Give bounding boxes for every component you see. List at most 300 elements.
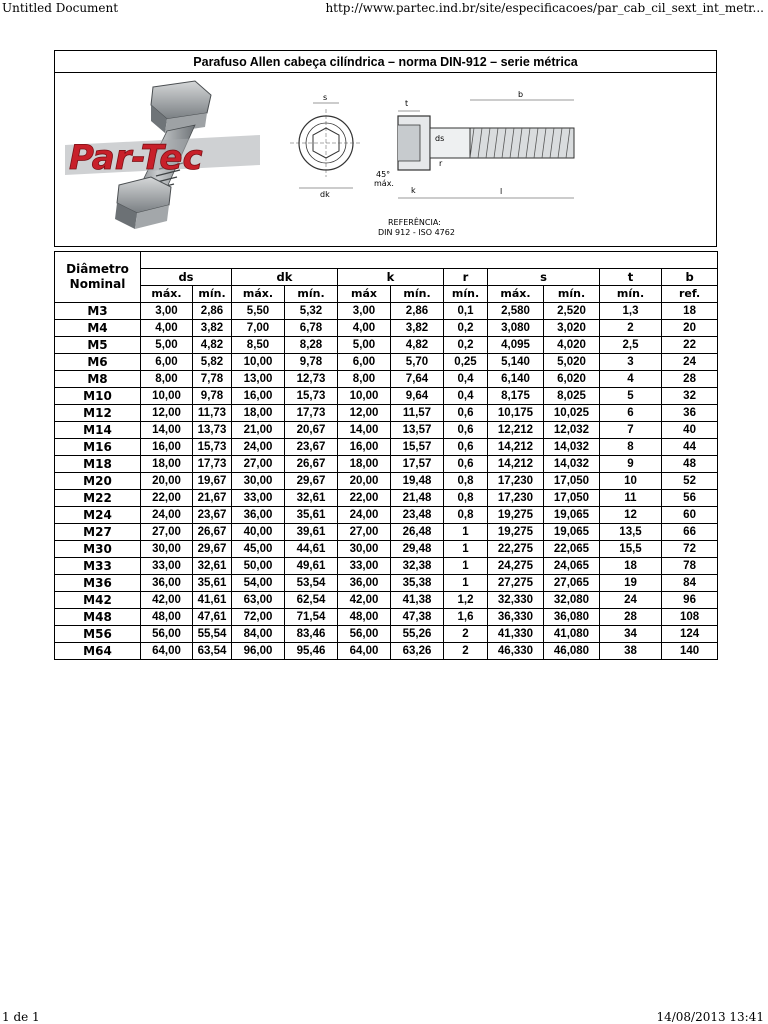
table-row	[55, 439, 718, 456]
reference-label: REFERÊNCIA:	[388, 218, 441, 227]
value-cell: 11,57	[391, 405, 444, 422]
value-cell: 20,00	[141, 473, 193, 490]
value-cell: 3,82	[391, 320, 444, 337]
value-cell: 11,73	[193, 405, 232, 422]
nominal-diameter-cell: M42	[55, 592, 141, 609]
value-cell: 47,61	[193, 609, 232, 626]
value-cell: 62,54	[285, 592, 338, 609]
label-k: k	[411, 186, 416, 195]
subheader-cell: ref.	[662, 286, 718, 303]
value-cell: 40,00	[232, 524, 285, 541]
page-url: http://www.partec.ind.br/site/especificacoes/par_cab_cil_sext_int_metr...	[325, 1, 764, 15]
value-cell: 63,00	[232, 592, 285, 609]
table-row	[55, 405, 718, 422]
value-cell: 18,00	[338, 456, 391, 473]
value-cell: 8,28	[285, 337, 338, 354]
sheet-title: Parafuso Allen cabeça cilíndrica – norma DIN-912 – serie métrica	[54, 50, 717, 73]
value-cell: 36,330	[488, 609, 544, 626]
value-cell: 84	[662, 575, 718, 592]
value-cell: 6,140	[488, 371, 544, 388]
value-cell: 1,3	[600, 303, 662, 320]
value-cell: 1	[444, 558, 488, 575]
value-cell: 5,50	[232, 303, 285, 320]
value-cell: 72	[662, 541, 718, 558]
value-cell: 13,00	[232, 371, 285, 388]
nominal-diameter-cell: M30	[55, 541, 141, 558]
value-cell: 35,61	[193, 575, 232, 592]
nominal-diameter-cell: M18	[55, 456, 141, 473]
group-header-dk: dk	[232, 269, 338, 286]
value-cell: 14,212	[488, 439, 544, 456]
value-cell: 35,61	[285, 507, 338, 524]
value-cell: 0,8	[444, 507, 488, 524]
value-cell: 36,00	[141, 575, 193, 592]
value-cell: 2,86	[193, 303, 232, 320]
nominal-diameter-cell: M20	[55, 473, 141, 490]
value-cell: 50,00	[232, 558, 285, 575]
table-row	[55, 524, 718, 541]
table-row	[55, 541, 718, 558]
value-cell: 54,00	[232, 575, 285, 592]
table-row	[55, 303, 718, 320]
value-cell: 17,050	[544, 490, 600, 507]
value-cell: 19,48	[391, 473, 444, 490]
spec-sheet	[54, 50, 717, 660]
value-cell: 55,26	[391, 626, 444, 643]
table-row	[55, 490, 718, 507]
value-cell: 9,78	[193, 388, 232, 405]
table-row	[55, 354, 718, 371]
value-cell: 23,48	[391, 507, 444, 524]
product-photo	[55, 73, 268, 246]
value-cell: 15,73	[285, 388, 338, 405]
table-row	[55, 507, 718, 524]
value-cell: 55,54	[193, 626, 232, 643]
value-cell: 96	[662, 592, 718, 609]
value-cell: 36,00	[338, 575, 391, 592]
value-cell: 33,00	[232, 490, 285, 507]
value-cell: 42,00	[141, 592, 193, 609]
value-cell: 8,175	[488, 388, 544, 405]
value-cell: 29,48	[391, 541, 444, 558]
value-cell: 19,275	[488, 507, 544, 524]
value-cell: 5,00	[338, 337, 391, 354]
value-cell: 15,73	[193, 439, 232, 456]
value-cell: 17,73	[285, 405, 338, 422]
value-cell: 32,330	[488, 592, 544, 609]
value-cell: 33,00	[141, 558, 193, 575]
value-cell: 36,00	[232, 507, 285, 524]
value-cell: 3	[600, 354, 662, 371]
subheader-cell: mín.	[600, 286, 662, 303]
value-cell: 18,00	[141, 456, 193, 473]
nominal-diameter-cell: M27	[55, 524, 141, 541]
value-cell: 27,00	[232, 456, 285, 473]
group-header-k: k	[338, 269, 444, 286]
value-cell: 52	[662, 473, 718, 490]
value-cell: 20,00	[338, 473, 391, 490]
value-cell: 28	[600, 609, 662, 626]
value-cell: 13,73	[193, 422, 232, 439]
value-cell: 40	[662, 422, 718, 439]
value-cell: 19,065	[544, 507, 600, 524]
value-cell: 27,00	[338, 524, 391, 541]
subheader-cell: máx.	[488, 286, 544, 303]
subheader-cell: mín.	[444, 286, 488, 303]
nominal-diameter-cell: M33	[55, 558, 141, 575]
value-cell: 17,57	[391, 456, 444, 473]
subheader-cell: máx.	[141, 286, 193, 303]
value-cell: 1,2	[444, 592, 488, 609]
value-cell: 0,2	[444, 320, 488, 337]
subheader-cell: mín.	[391, 286, 444, 303]
value-cell: 3,82	[193, 320, 232, 337]
value-cell: 41,38	[391, 592, 444, 609]
value-cell: 8,00	[141, 371, 193, 388]
table-row	[55, 371, 718, 388]
value-cell: 108	[662, 609, 718, 626]
value-cell: 0,4	[444, 388, 488, 405]
nominal-diameter-cell: M4	[55, 320, 141, 337]
value-cell: 12,73	[285, 371, 338, 388]
value-cell: 20,67	[285, 422, 338, 439]
nominal-diameter-cell: M56	[55, 626, 141, 643]
value-cell: 2	[444, 626, 488, 643]
nominal-diameter-cell: M5	[55, 337, 141, 354]
value-cell: 95,46	[285, 643, 338, 660]
value-cell: 16,00	[338, 439, 391, 456]
value-cell: 3,00	[141, 303, 193, 320]
value-cell: 17,230	[488, 490, 544, 507]
label-s: s	[323, 93, 328, 102]
table-row	[55, 320, 718, 337]
value-cell: 9,64	[391, 388, 444, 405]
value-cell: 5,82	[193, 354, 232, 371]
value-cell: 9,78	[285, 354, 338, 371]
value-cell: 5,70	[391, 354, 444, 371]
value-cell: 41,61	[193, 592, 232, 609]
value-cell: 78	[662, 558, 718, 575]
value-cell: 23,67	[285, 439, 338, 456]
nominal-diameter-cell: M24	[55, 507, 141, 524]
value-cell: 16,00	[232, 388, 285, 405]
nominal-diameter-cell: M10	[55, 388, 141, 405]
subheader-cell: mín.	[285, 286, 338, 303]
value-cell: 1	[444, 541, 488, 558]
value-cell: 1,6	[444, 609, 488, 626]
value-cell: 66	[662, 524, 718, 541]
value-cell: 18,00	[232, 405, 285, 422]
table-row	[55, 609, 718, 626]
table-row	[55, 422, 718, 439]
value-cell: 4,020	[544, 337, 600, 354]
value-cell: 0,8	[444, 473, 488, 490]
value-cell: 47,38	[391, 609, 444, 626]
value-cell: 13,5	[600, 524, 662, 541]
group-header-r: r	[444, 269, 488, 286]
value-cell: 26,67	[193, 524, 232, 541]
value-cell: 30,00	[232, 473, 285, 490]
value-cell: 0,6	[444, 439, 488, 456]
value-cell: 38	[600, 643, 662, 660]
value-cell: 12,032	[544, 422, 600, 439]
print-timestamp: 14/08/2013 13:41	[656, 1010, 764, 1024]
value-cell: 4	[600, 371, 662, 388]
value-cell: 39,61	[285, 524, 338, 541]
value-cell: 41,080	[544, 626, 600, 643]
value-cell: 22	[662, 337, 718, 354]
value-cell: 19,275	[488, 524, 544, 541]
value-cell: 0,25	[444, 354, 488, 371]
value-cell: 24,275	[488, 558, 544, 575]
value-cell: 49,61	[285, 558, 338, 575]
value-cell: 5,32	[285, 303, 338, 320]
value-cell: 24	[600, 592, 662, 609]
value-cell: 4,82	[193, 337, 232, 354]
group-header-b: b	[662, 269, 718, 286]
value-cell: 10	[600, 473, 662, 490]
value-cell: 12,00	[141, 405, 193, 422]
value-cell: 63,54	[193, 643, 232, 660]
value-cell: 24,00	[141, 507, 193, 524]
value-cell: 10,00	[232, 354, 285, 371]
value-cell: 24,00	[338, 507, 391, 524]
value-cell: 13,57	[391, 422, 444, 439]
value-cell: 24,00	[232, 439, 285, 456]
value-cell: 48,00	[141, 609, 193, 626]
value-cell: 30,00	[141, 541, 193, 558]
group-header-ds: ds	[141, 269, 232, 286]
value-cell: 4,095	[488, 337, 544, 354]
subheader-cell: máx.	[232, 286, 285, 303]
value-cell: 18	[600, 558, 662, 575]
value-cell: 1	[444, 575, 488, 592]
value-cell: 10,025	[544, 405, 600, 422]
value-cell: 9	[600, 456, 662, 473]
value-cell: 35,38	[391, 575, 444, 592]
nominal-diameter-cell: M48	[55, 609, 141, 626]
label-dk: dk	[320, 190, 330, 199]
value-cell: 44,61	[285, 541, 338, 558]
value-cell: 19,67	[193, 473, 232, 490]
value-cell: 7	[600, 422, 662, 439]
value-cell: 0,8	[444, 490, 488, 507]
value-cell: 56,00	[338, 626, 391, 643]
value-cell: 41,330	[488, 626, 544, 643]
subheader-cell: máx	[338, 286, 391, 303]
value-cell: 24,065	[544, 558, 600, 575]
label-ds: ds	[435, 134, 445, 143]
value-cell: 48,00	[338, 609, 391, 626]
diameter-header-line1: Diâmetro	[66, 262, 129, 276]
subheader-cell: mín.	[193, 286, 232, 303]
value-cell: 19	[600, 575, 662, 592]
value-cell: 16,00	[141, 439, 193, 456]
value-cell: 0,2	[444, 337, 488, 354]
label-b: b	[518, 90, 524, 99]
value-cell: 5,020	[544, 354, 600, 371]
value-cell: 21,48	[391, 490, 444, 507]
value-cell: 10,00	[338, 388, 391, 405]
value-cell: 4,00	[141, 320, 193, 337]
value-cell: 14,032	[544, 439, 600, 456]
value-cell: 22,00	[338, 490, 391, 507]
value-cell: 36	[662, 405, 718, 422]
value-cell: 33,00	[338, 558, 391, 575]
value-cell: 1	[444, 524, 488, 541]
value-cell: 124	[662, 626, 718, 643]
value-cell: 10,175	[488, 405, 544, 422]
value-cell: 7,78	[193, 371, 232, 388]
value-cell: 2,520	[544, 303, 600, 320]
value-cell: 34	[600, 626, 662, 643]
value-cell: 27,00	[141, 524, 193, 541]
nominal-diameter-cell: M12	[55, 405, 141, 422]
value-cell: 2,86	[391, 303, 444, 320]
value-cell: 17,230	[488, 473, 544, 490]
value-cell: 71,54	[285, 609, 338, 626]
value-cell: 5,140	[488, 354, 544, 371]
value-cell: 28	[662, 371, 718, 388]
value-cell: 14,00	[141, 422, 193, 439]
browser-page-title: Untitled Document	[2, 1, 119, 15]
value-cell: 8,50	[232, 337, 285, 354]
table-row	[55, 558, 718, 575]
value-cell: 0,6	[444, 456, 488, 473]
reference-standards: DIN 912 - ISO 4762	[378, 228, 455, 237]
technical-drawing	[268, 73, 716, 246]
value-cell: 2,5	[600, 337, 662, 354]
value-cell: 8	[600, 439, 662, 456]
value-cell: 0,1	[444, 303, 488, 320]
value-cell: 29,67	[193, 541, 232, 558]
value-cell: 30,00	[338, 541, 391, 558]
diameter-header	[55, 252, 141, 303]
nominal-diameter-cell: M36	[55, 575, 141, 592]
value-cell: 19,065	[544, 524, 600, 541]
nominal-diameter-cell: M16	[55, 439, 141, 456]
value-cell: 3,080	[488, 320, 544, 337]
nominal-diameter-cell: M22	[55, 490, 141, 507]
value-cell: 2	[444, 643, 488, 660]
label-angle-max: máx.	[374, 179, 394, 188]
value-cell: 12,212	[488, 422, 544, 439]
diameter-header-line2: Nominal	[69, 277, 126, 291]
nominal-diameter-cell: M3	[55, 303, 141, 320]
table-row	[55, 592, 718, 609]
value-cell: 22,00	[141, 490, 193, 507]
value-cell: 0,6	[444, 422, 488, 439]
value-cell: 14,212	[488, 456, 544, 473]
value-cell: 21,67	[193, 490, 232, 507]
value-cell: 22,065	[544, 541, 600, 558]
value-cell: 24	[662, 354, 718, 371]
value-cell: 7,64	[391, 371, 444, 388]
nominal-diameter-cell: M6	[55, 354, 141, 371]
value-cell: 84,00	[232, 626, 285, 643]
value-cell: 96,00	[232, 643, 285, 660]
value-cell: 12	[600, 507, 662, 524]
value-cell: 6,78	[285, 320, 338, 337]
value-cell: 3,020	[544, 320, 600, 337]
value-cell: 2	[600, 320, 662, 337]
value-cell: 32,61	[193, 558, 232, 575]
value-cell: 22,275	[488, 541, 544, 558]
value-cell: 17,050	[544, 473, 600, 490]
value-cell: 6,020	[544, 371, 600, 388]
group-header-t: t	[600, 269, 662, 286]
table-row	[55, 388, 718, 405]
value-cell: 64,00	[141, 643, 193, 660]
value-cell: 29,67	[285, 473, 338, 490]
group-header-s: s	[488, 269, 600, 286]
value-cell: 20	[662, 320, 718, 337]
value-cell: 53,54	[285, 575, 338, 592]
value-cell: 32,38	[391, 558, 444, 575]
value-cell: 6	[600, 405, 662, 422]
value-cell: 64,00	[338, 643, 391, 660]
table-row	[55, 626, 718, 643]
value-cell: 83,46	[285, 626, 338, 643]
value-cell: 5,00	[141, 337, 193, 354]
value-cell: 7,00	[232, 320, 285, 337]
value-cell: 8,025	[544, 388, 600, 405]
value-cell: 27,275	[488, 575, 544, 592]
product-image-panel	[54, 73, 717, 247]
value-cell: 140	[662, 643, 718, 660]
value-cell: 36,080	[544, 609, 600, 626]
value-cell: 26,48	[391, 524, 444, 541]
value-cell: 26,67	[285, 456, 338, 473]
label-l: l	[500, 187, 503, 196]
nominal-diameter-cell: M8	[55, 371, 141, 388]
value-cell: 18	[662, 303, 718, 320]
value-cell: 60	[662, 507, 718, 524]
value-cell: 0,4	[444, 371, 488, 388]
table-row	[55, 456, 718, 473]
subheader-cell: mín.	[544, 286, 600, 303]
value-cell: 8,00	[338, 371, 391, 388]
table-row	[55, 473, 718, 490]
value-cell: 14,032	[544, 456, 600, 473]
value-cell: 32,080	[544, 592, 600, 609]
value-cell: 23,67	[193, 507, 232, 524]
value-cell: 3,00	[338, 303, 391, 320]
value-cell: 14,00	[338, 422, 391, 439]
value-cell: 48	[662, 456, 718, 473]
nominal-diameter-cell: M64	[55, 643, 141, 660]
value-cell: 5	[600, 388, 662, 405]
bolt-photo-illustration	[55, 73, 268, 245]
value-cell: 72,00	[232, 609, 285, 626]
value-cell: 46,080	[544, 643, 600, 660]
value-cell: 0,6	[444, 405, 488, 422]
value-cell: 42,00	[338, 592, 391, 609]
value-cell: 21,00	[232, 422, 285, 439]
value-cell: 11	[600, 490, 662, 507]
value-cell: 63,26	[391, 643, 444, 660]
label-angle: 45°	[376, 170, 391, 179]
value-cell: 12,00	[338, 405, 391, 422]
value-cell: 6,00	[338, 354, 391, 371]
value-cell: 46,330	[488, 643, 544, 660]
value-cell: 4,82	[391, 337, 444, 354]
table-row	[55, 575, 718, 592]
value-cell: 44	[662, 439, 718, 456]
label-t: t	[405, 99, 409, 108]
value-cell: 15,57	[391, 439, 444, 456]
value-cell: 32	[662, 388, 718, 405]
